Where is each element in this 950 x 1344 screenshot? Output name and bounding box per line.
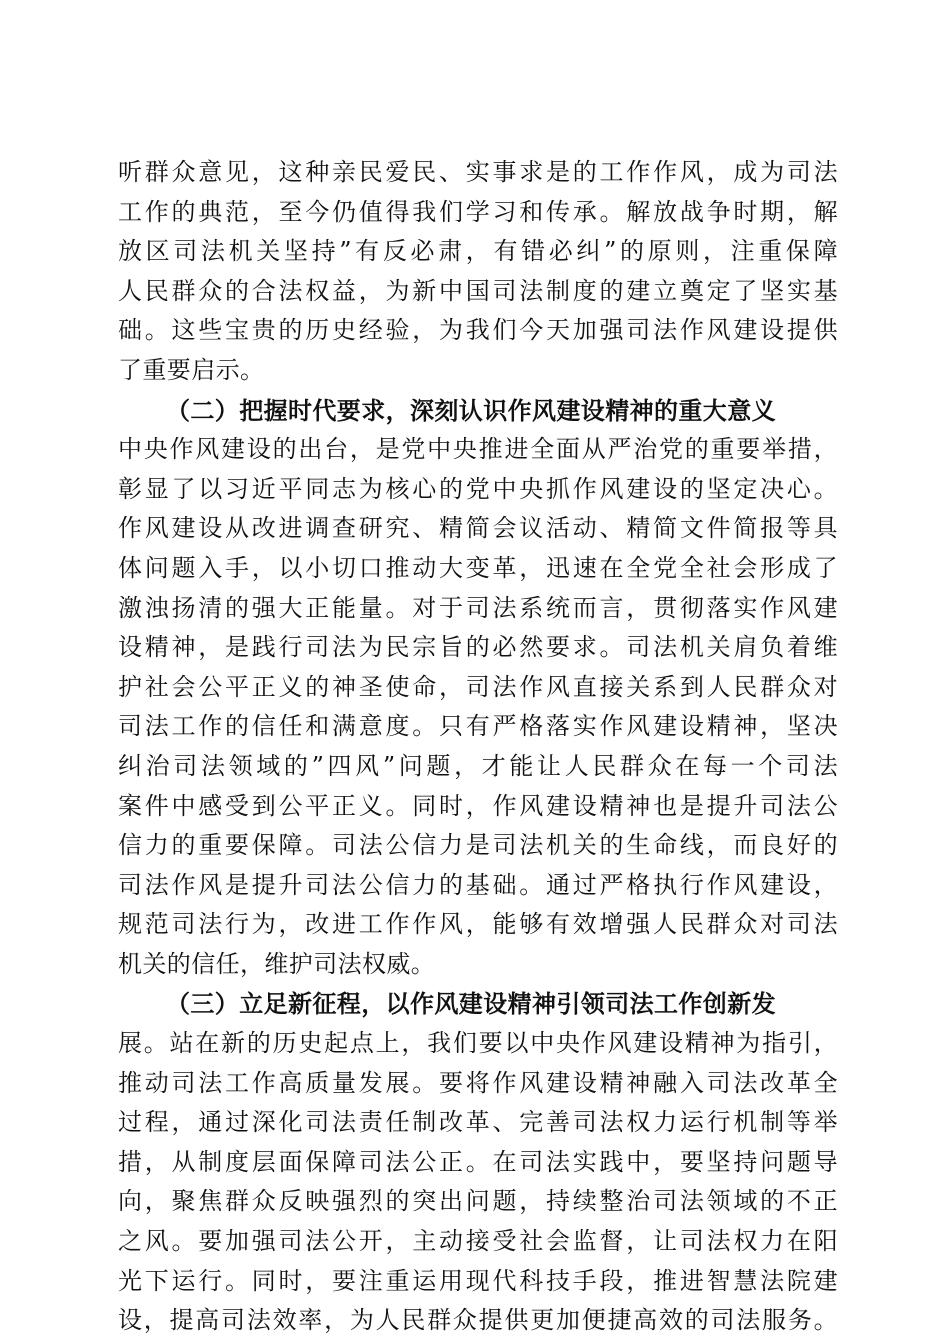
- text-line: 司法作风是提升司法公信力的基础。通过严格执行作风建设，: [118, 870, 838, 899]
- text-line: 推动司法工作高质量发展。要将作风建设精神融入司法改革全: [118, 1068, 838, 1097]
- text-line: 听群众意见，这种亲民爱民、实事求是的工作作风，成为司法: [118, 158, 838, 186]
- text-line: 规范司法行为，改进工作作风，能够有效增强人民群众对司法: [118, 910, 838, 939]
- text-line: 机关的信任，维护司法权威。: [118, 949, 436, 978]
- text-line: 过程，通过深化司法责任制改革、完善司法权力运行机制等举: [118, 1108, 838, 1137]
- text-line: 纠治司法领域的”四风”问题，才能让人民群众在每一个司法: [118, 751, 838, 780]
- text-line: 放区司法机关坚持”有反必肃，有错必纠”的原则，注重保障: [118, 237, 838, 266]
- section-heading-2: （二）把握时代要求，深刻认识作风建设精神的重大意义: [166, 395, 776, 425]
- text-line: 体问题入手，以小切口推动大变革，迅速在全党全社会形成了: [118, 553, 838, 582]
- text-line: 设，提高司法效率，为人民群众提供更加便捷高效的司法服务。: [118, 1306, 838, 1335]
- text-line: 设精神，是践行司法为民宗旨的必然要求。司法机关肩负着维: [118, 633, 838, 662]
- text-line: 向，聚焦群众反映强烈的突出问题，持续整治司法领域的不正: [118, 1187, 838, 1216]
- text-line: 光下运行。同时，要注重运用现代科技手段，推进智慧法院建: [118, 1266, 838, 1295]
- text-line: 工作的典范，至今仍值得我们学习和传承。解放战争时期，解: [118, 197, 838, 226]
- section-heading-3: （三）立足新征程，以作风建设精神引领司法工作创新发: [166, 989, 776, 1019]
- text-line: 信力的重要保障。司法公信力是司法机关的生命线，而良好的: [118, 831, 838, 860]
- text-line: 司法工作的信任和满意度。只有严格落实作风建设精神，坚决: [118, 712, 838, 741]
- text-line: 措，从制度层面保障司法公正。在司法实践中，要坚持问题导: [118, 1147, 838, 1176]
- text-line: 展。站在新的历史起点上，我们要以中央作风建设精神为指引，: [118, 1029, 838, 1058]
- text-line: 彰显了以习近平同志为核心的党中央抓作风建设的坚定决心。: [118, 474, 838, 503]
- body-text: [118, 153, 838, 1341]
- text-line: 案件中感受到公平正义。同时，作风建设精神也是提升司法公: [118, 791, 838, 820]
- text-line: 作风建设从改进调查研究、精简会议活动、精简文件简报等具: [118, 514, 838, 543]
- text-line: 之风。要加强司法公开，主动接受社会监督，让司法权力在阳: [118, 1227, 838, 1256]
- text-line: 激浊扬清的强大正能量。对于司法系统而言，贯彻落实作风建: [118, 593, 838, 622]
- text-line: 了重要启示。: [118, 355, 265, 384]
- text-line: 础。这些宝贵的历史经验，为我们今天加强司法作风建设提供: [118, 316, 838, 345]
- text-line: 护社会公平正义的神圣使命，司法作风直接关系到人民群众对: [118, 672, 838, 701]
- text-line: 人民群众的合法权益，为新中国司法制度的建立奠定了坚实基: [118, 276, 838, 305]
- text-line: 中央作风建设的出台，是党中央推进全面从严治党的重要举措，: [118, 435, 838, 464]
